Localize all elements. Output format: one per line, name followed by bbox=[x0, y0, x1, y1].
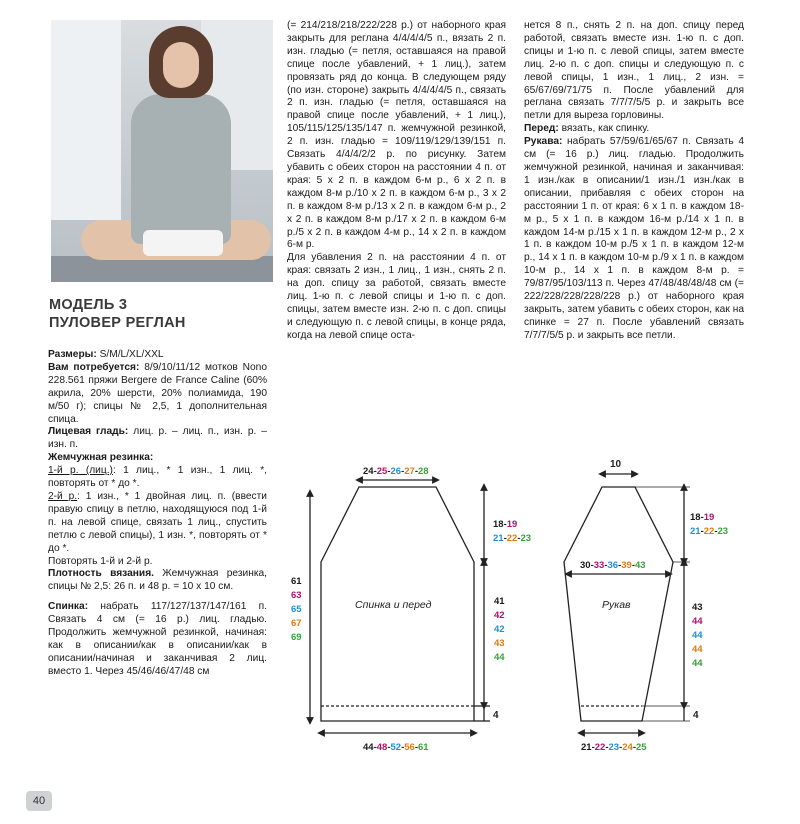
body-bottom-size-value: 56 bbox=[404, 742, 415, 753]
sleeve-upper-size-value: 39 bbox=[621, 560, 632, 571]
size-separator: - bbox=[503, 519, 507, 530]
sleeve-raglan-size-value: 23 bbox=[717, 526, 729, 537]
body-rib-height: 4 bbox=[493, 710, 499, 721]
sleeve-label: Рукав bbox=[602, 599, 631, 611]
moss-label: Жемчужная резинка: bbox=[48, 452, 154, 464]
body-raglan-size-value: 23 bbox=[520, 533, 532, 544]
stockinette-label: Лицевая гладь: bbox=[48, 426, 129, 438]
sleeve-top-width: 10 bbox=[610, 459, 622, 470]
size-separator: - bbox=[517, 533, 521, 544]
body-bottom-size-value: 52 bbox=[390, 742, 402, 753]
sleeve-rib-height: 4 bbox=[693, 710, 699, 721]
size-separator: - bbox=[387, 466, 391, 477]
body-bottom-size-value: 44 bbox=[363, 742, 374, 753]
body-raglan-size-value: 21 bbox=[493, 533, 504, 544]
front-label: Перед: bbox=[524, 123, 559, 135]
sizes-value: S/M/L/XL/XXL bbox=[96, 349, 164, 360]
size-separator: - bbox=[618, 560, 622, 571]
size-separator: - bbox=[414, 742, 418, 753]
stockinette-value: лиц. р. – лиц. п., изн. р. – изн. п. bbox=[48, 426, 267, 451]
body-left-size-value: 61 bbox=[291, 576, 302, 587]
body-raglan-size-value: 18 bbox=[493, 519, 504, 530]
sleeve-upper-size-value: 30 bbox=[580, 560, 591, 571]
body-neck-size-value: 26 bbox=[390, 466, 402, 477]
body-neck-size bbox=[363, 466, 429, 477]
sleeve-upper-size-value: 43 bbox=[635, 560, 646, 571]
row2-value: : 1 изн., * 1 двойная лиц. п. (ввести правую спицу в петлю, находящуюся под 1-й п. на левой спице, связать 1 лиц., спустить петлю с левой спицы), 1 изн. *, повторять от * до *. bbox=[48, 490, 267, 554]
size-separator: - bbox=[373, 742, 377, 753]
body-neck-size-value: 24 bbox=[363, 466, 374, 477]
size-separator: - bbox=[700, 512, 704, 523]
size-separator: - bbox=[373, 466, 377, 477]
size-separator: - bbox=[714, 526, 718, 537]
size-separator: - bbox=[503, 533, 507, 544]
front-value: вязать, как спинку. bbox=[558, 123, 650, 135]
body-left-sizes bbox=[291, 576, 302, 643]
sleeve-bottom-size-value: 22 bbox=[594, 742, 606, 753]
sleeve-upper-sizes bbox=[580, 560, 646, 571]
sleeve-side-size-value: 43 bbox=[692, 602, 703, 613]
size-separator: - bbox=[401, 742, 405, 753]
body-side-size-value: 42 bbox=[494, 624, 505, 635]
body-raglan-size bbox=[493, 519, 517, 530]
decrease-method-paragraph: Для убавления 2 п. на расстоянии 4 п. от края: связать 2 изн., 1 лиц., 1 изн., снять 2 п. на доп. спицу за работой, связать вместе лиц. 1-ю п. с левой спицы и 1-ю п. с доп. спицы, затем вместе изн. 2-ю п. с доп. спицы и следующую п. с левой спицы, в конце ряда, когда на левой спице оста- bbox=[287, 252, 506, 341]
sleeve-raglan-sizes bbox=[690, 512, 728, 537]
body-bottom-size bbox=[363, 742, 429, 753]
sleeve-raglan-size-value: 21 bbox=[690, 526, 701, 537]
size-separator: - bbox=[631, 560, 635, 571]
sleeve-raglan-size-value: 18 bbox=[690, 512, 701, 523]
sleeves-value: набрать 57/59/61/65/67 п. Связать 4 см (= 16 р.) лиц. гладью. Продолжить жемчужной резинкой, начиная и заканчивая: 1 изн./как в описании/1 изн./1 изн./как в описании, прибавляя с обеих сторон на расстоянии 1 п. от края: 6 х 1 п. в каждом 18-м р., 5 х 1 п. в каждом 16-м р./14 х 1 п. в каждом 14-м р./15 х 1 п. в каждом 12-м р., 2 х 1 п. в каждом 10-м р./5 х 1 п. в каждом 12-м р., 14 х 1 п. в каждом 10-м р./9 х 1 п. в каждом 10-м р., 14 х 1 п. в каждом 8-м р. = 79/87/95/103/113 п. Через 47/48/48/48/48 см (= 222/228/228/228/228 р.) от наборного края закрыть, затем убавить с обеих сторон, как на спинке = 27 п. После убавлений связать 7/7/7/5/5 р. и закрыть все петли. bbox=[524, 136, 744, 341]
body-left-size-value: 69 bbox=[291, 632, 302, 643]
body-raglan-size-value: 22 bbox=[506, 533, 518, 544]
size-separator: - bbox=[591, 742, 595, 753]
sleeve-raglan-size-value: 22 bbox=[703, 526, 715, 537]
back-label: Спинка: bbox=[48, 601, 89, 613]
size-separator: - bbox=[414, 466, 418, 477]
sleeve-bottom-sizes bbox=[581, 742, 647, 753]
size-separator: - bbox=[590, 560, 594, 571]
body-raglan-sizes bbox=[493, 519, 531, 544]
sleeves-label: Рукава: bbox=[524, 136, 563, 148]
materials-value: 8/9/10/11/12 мотков Nono 228.561 пряжи Bergere de France Caline (60% акрила, 20% шерсти, 20% полиамида, 190 м/50 г); спицы № 2,5, 1 дополнительная спица. bbox=[48, 361, 267, 425]
materials-label: Вам потребуется: bbox=[48, 361, 140, 373]
body-neck-sizes bbox=[363, 466, 429, 477]
size-separator: - bbox=[700, 526, 704, 537]
body-side-sizes bbox=[494, 596, 505, 663]
sleeve-bottom-size-value: 21 bbox=[581, 742, 592, 753]
sizes-label: Размеры: bbox=[48, 349, 97, 360]
back-continued-paragraph: (= 214/218/218/222/228 р.) от наборного края закрыть для реглана 4/4/4/4/5 п., вязать 2 п. изн. гладью (= петля, оставшаяся на правой спице после убавлений, + 1 лиц.), затем провязать ряд до конца. В следующем ряду (по изн. стороне) закрыть 4/4/4/4/5 п., связать 2 п. изн. гладью (= петля, оставшаяся на правой спице после убавлений, + 1 лиц.), 105/115/125/135/147 п. жемчужной резинкой, 2 п. изн. гладью = 109/119/129/139/151 п. Связать 4/4/4/2/2 р. по рисунку. Затем убавить с обеих сторон на расстоянии 4 п. от края: 5 х 2 п. в каждом 6-м р., 6 х 2 п. в каждом 8-м р./10 х 2 п. в каждом 6-м р., 3 х 2 п. в каждом 8-м р./13 х 2 п. в каждом 6-м р., 2 х 2 п. в каждом 8-м р./17 х 2 п. в каждом 6-м р./5 х 2 п. в каждом 4-м р., 14 х 2 п. в каждом 6-м р. bbox=[287, 20, 506, 251]
body-label: Спинка и перед bbox=[355, 599, 432, 611]
model-title-line2: ПУЛОВЕР РЕГЛАН bbox=[49, 315, 186, 331]
body-bottom-sizes bbox=[363, 742, 429, 753]
back-value: набрать 117/127/137/147/161 п. Связать 4 см (= 16 р.) лиц. гладью. Продолжить жемчужной резинкой, начиная: как в описании/как в описании/как в описании/начиная и заканчивая 2 лиц. вместо 1. Через 45/46/46/47/48 см bbox=[48, 601, 267, 677]
gauge-label: Плотность вязания. bbox=[48, 568, 154, 580]
body-side-size-value: 42 bbox=[494, 610, 505, 621]
body-neck-size-value: 25 bbox=[376, 466, 388, 477]
size-separator: - bbox=[619, 742, 623, 753]
body-left-size-value: 65 bbox=[291, 604, 302, 615]
sleeve-upper-size-value: 36 bbox=[607, 560, 619, 571]
size-separator: - bbox=[387, 742, 391, 753]
page-number: 40 bbox=[26, 791, 52, 811]
sleeve-side-size-value: 44 bbox=[692, 658, 703, 669]
body-side-size-value: 41 bbox=[494, 596, 505, 607]
body-raglan-size-value: 19 bbox=[506, 519, 518, 530]
sleeve-bottom-size-value: 25 bbox=[636, 742, 647, 753]
gauge-value: Жемчужная резинка, спицы № 2,5: 26 п. и 48 р. = 10 х 10 см. bbox=[48, 568, 267, 593]
sleeve-raglan-size bbox=[690, 512, 714, 523]
size-separator: - bbox=[604, 560, 608, 571]
row1-value: : 1 лиц., * 1 изн., 1 лиц. *, повторять от * до *. bbox=[48, 465, 267, 490]
sleeve-side-sizes bbox=[692, 602, 703, 669]
body-side-size-value: 44 bbox=[494, 652, 505, 663]
body-side-size-value: 43 bbox=[494, 638, 505, 649]
sleeve-upper-size bbox=[580, 560, 646, 571]
sleeve-raglan-size bbox=[690, 526, 728, 537]
body-bottom-size-value: 48 bbox=[376, 742, 388, 753]
body-neck-size-value: 28 bbox=[418, 466, 429, 477]
size-separator: - bbox=[605, 742, 609, 753]
body-raglan-size bbox=[493, 533, 531, 544]
row1-label: 1-й р. (лиц.) bbox=[48, 465, 113, 477]
body-left-size-value: 63 bbox=[291, 590, 302, 601]
decrease-continued-paragraph: нется 8 п., снять 2 п. на доп. спицу перед работой, связать вместе изн. 1-ю п. с доп. спицы и 1-ю п. с левой спицы, затем вместе лиц. 2-ю п. с доп. спицы и следующую п. с левой спицы, 1 изн., 1 лиц., 2 изн. = 65/67/69/71/75 п. После убавлений для реглана связать 7/7/7/5/5 р. и закрыть все петли для выреза горловины. bbox=[524, 20, 744, 122]
model-title-line1: МОДЕЛЬ 3 bbox=[49, 297, 128, 313]
sleeve-upper-size-value: 33 bbox=[593, 560, 605, 571]
size-separator: - bbox=[401, 466, 405, 477]
body-bottom-size-value: 61 bbox=[418, 742, 429, 753]
row2-label: 2-й р. bbox=[48, 490, 78, 502]
sleeve-side-size-value: 44 bbox=[692, 644, 703, 655]
sleeve-bottom-size-value: 24 bbox=[622, 742, 633, 753]
sleeve-side-size-value: 44 bbox=[692, 630, 703, 641]
sleeve-side-size-value: 44 bbox=[692, 616, 703, 627]
repeat-paragraph: Повторять 1-й и 2-й р. bbox=[48, 555, 153, 567]
sleeve-bottom-size-value: 23 bbox=[608, 742, 620, 753]
sleeve-raglan-size-value: 19 bbox=[703, 512, 715, 523]
body-left-size-value: 67 bbox=[291, 618, 302, 629]
sleeve-bottom-size bbox=[581, 742, 647, 753]
size-separator: - bbox=[632, 742, 636, 753]
body-neck-size-value: 27 bbox=[404, 466, 415, 477]
